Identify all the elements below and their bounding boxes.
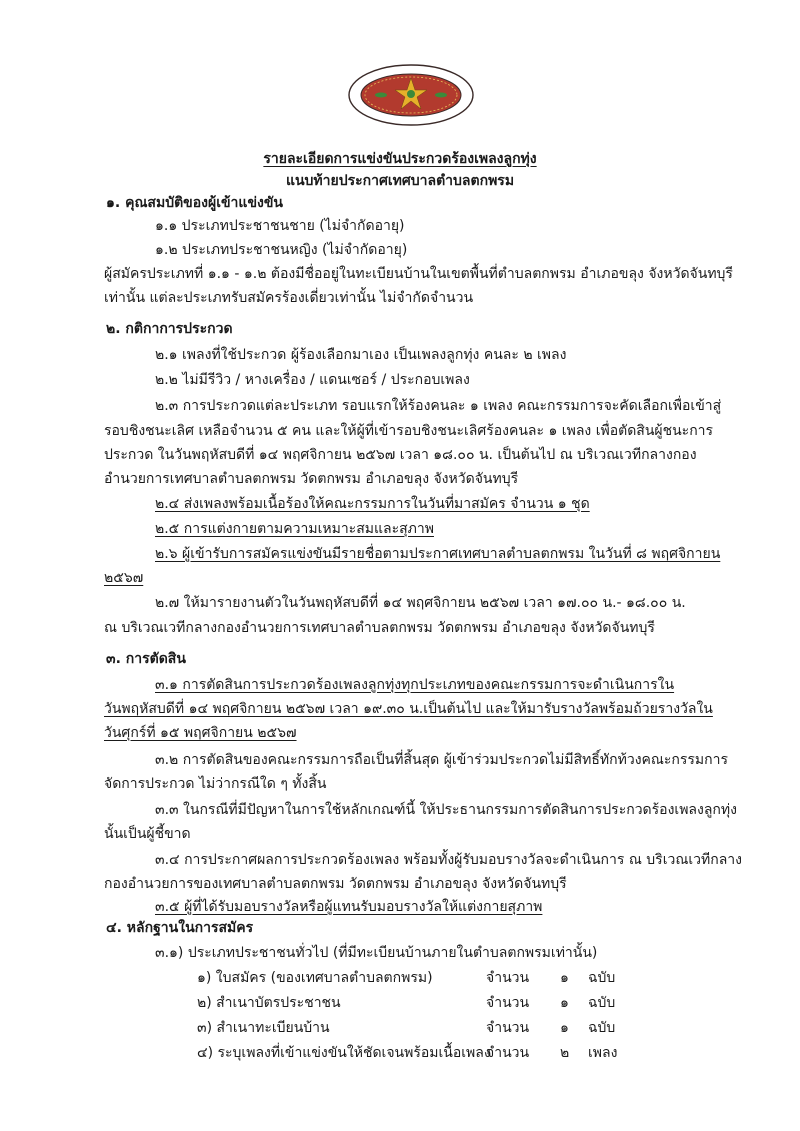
evidence-qty-word: จำนวน <box>486 970 530 986</box>
section-2-item-6-line-2: ๒๕๖๗ <box>104 570 144 586</box>
section-3-item-5: ๓.๕ ผู้ที่ได้รับมอบรางวัลหรือผู้แทนรับมอบรางวัลให้แต่งกายสุภาพ <box>155 899 543 915</box>
section-2-item-1: ๒.๑ เพลงที่ใช้ประกวด ผู้ร้องเลือกมาเอง เป็นเพลงลูกทุ่ง คนละ ๒ เพลง <box>155 347 567 363</box>
section-3-item-4-line-2: กองอำนวยการของเทศบาลตำบลตกพรม วัดตกพรม อำเภอขลุง จังหวัดจันทบุรี <box>104 876 567 892</box>
section-1-item-1: ๑.๑ ประเภทประชาชนชาย (ไม่จำกัดอายุ) <box>155 218 405 234</box>
section-1-heading: ๑. คุณสมบัติของผู้เข้าแข่งขัน <box>106 195 283 211</box>
evidence-label: ๓) สำเนาทะเบียนบ้าน <box>197 1020 330 1036</box>
section-3-item-3-line-1: ๓.๓ ในกรณีที่มีปัญหาในการใช้หลักเกณฑ์นี้ ให้ประธานกรรมการตัดสินการประกวดร้องเพลงลูกทุ่ง <box>155 802 737 818</box>
evidence-qty: ๑ <box>560 995 569 1011</box>
evidence-unit: ฉบับ <box>588 995 616 1011</box>
evidence-unit: ฉบับ <box>588 970 616 986</box>
section-2-item-3-line-3: ประกวด ในวันพฤหัสบดีที่ ๑๔ พฤศจิกายน ๒๕๖๗ เวลา ๑๘.๐๐ น. เป็นต้นไป ณ บริเวณเวทีกลางกอง <box>104 447 697 463</box>
section-1-paragraph-line-1: ผู้สมัครประเภทที่ ๑.๑ - ๑.๒ ต้องมีชื่ออยู่ในทะเบียนบ้านในเขตพื้นที่ตำบลตกพรม อำเภอขลุง จังหวัดจันทบุรี <box>104 266 733 282</box>
evidence-label: ๑) ใบสมัคร (ของเทศบาลตำบลตกพรม) <box>197 970 433 986</box>
evidence-unit: ฉบับ <box>588 1020 616 1036</box>
section-2-item-5: ๒.๕ การแต่งกายตามความเหมาะสมและสุภาพ <box>155 521 434 537</box>
evidence-qty-word: จำนวน <box>486 1020 530 1036</box>
evidence-label: ๒) สำเนาบัตรประชาชน <box>197 995 341 1011</box>
section-3-heading: ๓. การตัดสิน <box>106 651 186 667</box>
section-2-item-6-line-1: ๒.๖ ผู้เข้ารับการสมัครแข่งขันมีรายชื่อตามประกาศเทศบาลตำบลตกพรม ในวันที่ ๘ พฤศจิกายน <box>155 546 721 562</box>
section-3-item-4-line-1: ๓.๔ การประกาศผลการประกวดร้องเพลง พร้อมทั้งผู้รับมอบรางวัลจะดำเนินการ ณ บริเวณเวทีกลาง <box>155 852 742 868</box>
section-2-item-7-line-2: ณ บริเวณเวทีกลางกองอำนวยการเทศบาลตำบลตกพรม วัดตกพรม อำเภอขลุง จังหวัดจันทบุรี <box>104 620 655 636</box>
section-4-subheading: ๓.๑) ประเภทประชาชนทั่วไป (ที่มีทะเบียนบ้านภายในตำบลตกพรมเท่านั้น) <box>155 945 598 961</box>
section-4-heading: ๔. หลักฐานในการสมัคร <box>106 920 254 936</box>
evidence-qty: ๑ <box>560 1020 569 1036</box>
municipality-seal <box>347 63 475 127</box>
section-2-item-3-line-1: ๒.๓ การประกวดแต่ละประเภท รอบแรกให้ร้องคนละ ๑ เพลง คณะกรรมการจะคัดเลือกเพื่อเข้าสู่ <box>155 398 722 414</box>
evidence-qty-word: จำนวน <box>486 995 530 1011</box>
section-2-item-2: ๒.๒ ไม่มีรีวิว / หางเครื่อง / แดนเซอร์ / ประกอบเพลง <box>155 372 470 388</box>
section-3-item-3-line-2: นั้นเป็นผู้ชี้ขาด <box>104 826 191 842</box>
document-subtitle: แนบท้ายประกาศเทศบาลตำบลตกพรม <box>285 173 515 189</box>
evidence-qty: ๒ <box>560 1045 570 1061</box>
section-2-heading: ๒. กติกาการประกวด <box>106 321 233 337</box>
section-1-paragraph-line-2: เท่านั้น แต่ละประเภทรับสมัครร้องเดี่ยวเท่านั้น ไม่จำกัดจำนวน <box>104 290 474 306</box>
section-2-item-7-line-1: ๒.๗ ให้มารายงานตัวในวันพฤหัสบดีที่ ๑๔ พฤศจิกายน ๒๕๖๗ เวลา ๑๗.๐๐ น.- ๑๘.๐๐ น. <box>155 595 686 611</box>
document-title: รายละเอียดการแข่งขันประกวดร้องเพลงลูกทุ่ง <box>263 151 537 167</box>
section-3-item-2-line-2: จัดการประกวด ไม่ว่ากรณีใด ๆ ทั้งสิ้น <box>104 776 327 792</box>
evidence-qty: ๑ <box>560 970 569 986</box>
section-1-item-2: ๑.๒ ประเภทประชาชนหญิง (ไม่จำกัดอายุ) <box>155 242 408 258</box>
evidence-label: ๔) ระบุเพลงที่เข้าแข่งขันให้ชัดเจนพร้อมเนื้อเพลง <box>197 1045 491 1061</box>
section-2-item-4: ๒.๔ ส่งเพลงพร้อมเนื้อร้องให้คณะกรรมการในวันที่มาสมัคร จำนวน ๑ ชุด <box>155 496 590 512</box>
evidence-unit: เพลง <box>588 1045 618 1061</box>
section-3-item-1-line-3: วันศุกร์ที่ ๑๕ พฤศจิกายน ๒๕๖๗ <box>104 725 297 741</box>
section-3-item-2-line-1: ๓.๒ การตัดสินของคณะกรรมการถือเป็นที่สิ้นสุด ผู้เข้าร่วมประกวดไม่มีสิทธิ์ทักท้วงคณะกรรมการ <box>155 752 729 768</box>
section-2-item-3-line-2: รอบชิงชนะเลิศ เหลือจำนวน ๕ คน และให้ผู้ที่เข้ารอบชิงชนะเลิศร้องคนละ ๑ เพลง เพื่อตัดสินผู้ชนะการ <box>104 423 714 439</box>
evidence-qty-word: จำนวน <box>486 1045 530 1061</box>
section-3-item-1-line-2: วันพฤหัสบดีที่ ๑๔ พฤศจิกายน ๒๕๖๗ เวลา ๑๙.๓๐ น.เป็นต้นไป และให้มารับรางวัลพร้อมถ้วยรางวัลใน <box>104 701 713 717</box>
section-3-item-1-line-1: ๓.๑ การตัดสินการประกวดร้องเพลงลูกทุ่งทุกประเภทของคณะกรรมการจะดำเนินการใน <box>155 677 675 693</box>
section-2-item-3-line-4: อำนวยการเทศบาลตำบลตกพรม วัดตกพรม อำเภอขลุง จังหวัดจันทบุรี <box>104 471 519 487</box>
